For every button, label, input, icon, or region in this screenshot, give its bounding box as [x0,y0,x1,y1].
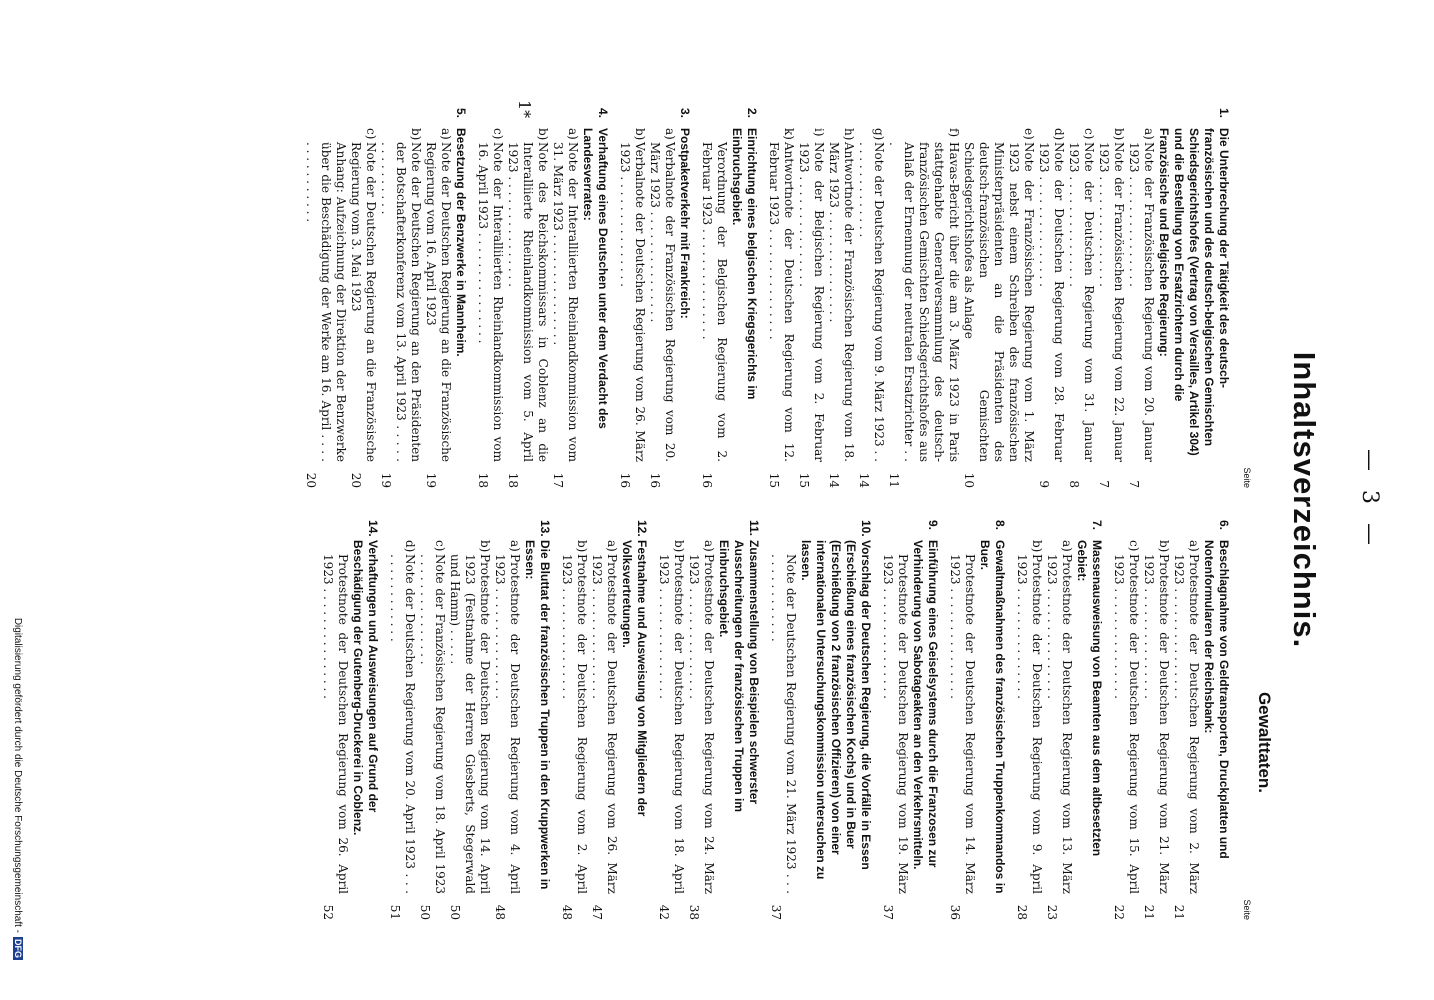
page-ref: 14 [857,472,871,488]
seite-label-right: Seite [1242,899,1252,920]
sub-entry-text: Note der Französischen Regierung vom 1. März 1923 nebst einem Schreiben des französischen Ministerpräsidenten an die Präsidenten des deutsch-französischen Gemischten Schiedsgerichtshofes als Anlage [962,142,1036,462]
entry-title: Zusammenstellung von Beispielen schwerster Ausschreitungen der französischen Truppen im Einbruchsgebiet. [717,540,761,813]
entry-number: 13. [538,520,552,537]
page-ref: 36 [948,904,962,920]
entry-note [947,540,977,920]
entry-number: 12. [635,520,649,537]
sub-entry-letter: b) [536,128,550,141]
page-ref: 7 [1097,480,1111,488]
sub-entry [387,540,417,920]
sub-entry [1126,128,1156,488]
sub-entry-text: Protestnote der Deutschen Regierung vom 2. März 1923 . . . . . . . . . . . . . . . [1172,554,1201,894]
entry-note [880,540,910,920]
sub-entry-letter: a) [605,540,619,552]
sub-entry [447,540,492,920]
sub-entry [856,128,886,488]
sub-entry [1111,540,1141,920]
sub-entry-text: Protestnote der Deutschen Regierung vom 24. März 1923 . . . . . . . . . . . . . . . [687,554,716,894]
sub-entry [686,540,716,920]
sub-entry-text: Protestnote der Deutschen Regierung vom 4. April 1923 . . . . . . . . . . . . . . . [493,554,522,894]
toc-entry [1111,520,1231,920]
sub-entry-text: Note der Französischen Regierung vom 22. Januar 1923 . . . . . . . . . . . . . . . [1097,142,1126,462]
entry-title: Einrichtung eines belgischen Kriegsgerichts im Einbruchsgebiet. [730,128,759,400]
sub-entry [589,540,619,920]
sub-entry [656,540,686,920]
toc-entry [656,520,761,920]
sub-entry-letter: f) [947,128,961,138]
sub-entry-text: Note der Französischen Regierung vom 20. Januar 1923 . . . . . . . . . . . . . . . [1127,142,1156,462]
entry-number: 2. [745,108,759,119]
sub-entry [378,128,423,488]
entry-note-text: Verordnung der Belgischen Regierung vom 2. Februar 1923 . . . . . . . . . . . . . . . [700,142,729,462]
digitization-credit [12,618,23,960]
toc-entry [387,520,552,920]
entry-number: 1. [1217,108,1231,119]
page-ref: 16 [618,472,632,488]
page-title: Inhaltsverzeichnis. [1287,351,1322,649]
sub-entry-text: Protestnote der Deutschen Regierung vom 21. März 1923 . . . . . . . . . . . . . . . [1142,554,1171,894]
sub-entry [550,128,580,488]
sub-entry [348,128,378,488]
entry-title: Verhaftung eines Deutschen unter dem Verdacht des Landesverrates: [581,128,610,429]
page-ref: 37 [881,904,895,920]
sub-entry-text: Protestnote der Deutschen Regierung vom 9. April 1923 . . . . . . . . . . . . . . . [1015,554,1044,894]
sub-entry [1096,128,1126,488]
sub-entry-letter: e) [1022,128,1036,140]
entry-number: 10. [859,520,873,537]
page-ref: 47 [590,904,604,920]
page-ref: 10 [962,472,976,488]
page-ref: 51 [388,904,402,920]
credit-text: Digitalisierung gefördert durch die Deutsche Forschungsgemeinschaft - [12,617,23,933]
sub-entry-text: Verbalnote der Französischen Regierung vom 20. März 1923 . . . . . . . . . . . . . . . [648,142,677,462]
sub-entry-letter: a) [702,540,716,552]
sub-entry-letter: a) [1142,128,1156,140]
sub-entry-text: Note der Interalliierten Rheinlandkommission vom 31. März 1923 . . . . . . . . . . . . . . . [551,142,580,462]
page-ref: 9 [1037,480,1051,488]
sub-entry-letter: b) [1157,540,1171,553]
sub-entry-letter: a) [566,128,580,140]
sub-entry [1036,128,1066,488]
sub-entry-letter: a) [1187,540,1201,552]
toc-entry [320,520,380,920]
entry-title: Festnahme und Ausweisung von Mitgliedern der Volksvertretungen. [620,540,649,817]
sub-entry [1171,540,1201,920]
page-ref: 16 [700,472,714,488]
page-ref: 38 [687,904,701,920]
sub-entry [961,128,1036,488]
page-number: — 3 — [1357,449,1382,551]
sub-entry [766,128,796,488]
section-subtitle: Gewalttaten. [1255,691,1274,794]
page-ref: 21 [1172,904,1186,920]
sub-entry-text: Note der Deutschen Regierung an den Präsidenten der Botschafterkonferenz vom 13. April 1923 . . . . . . . . . . . . . . . [379,142,423,462]
entry-title: Verhaftungen und Ausweisungen auf Grund der Beschädigung der Gutenberg-Druckerei in Coblenz. [351,540,380,836]
entry-number: 4. [596,108,610,119]
sub-entry-text: Antwortnote der Französischen Regierung vom 18. März 1923 . . . . . . . . . . . . . . . [827,142,856,462]
page-ref: 37 [769,904,783,920]
sub-entry-letter: a) [1060,540,1074,552]
entry-note [320,540,350,920]
toc-entry [766,108,1231,488]
sub-entry-letter: b) [1112,128,1126,141]
page-ref: 18 [506,472,520,488]
entry-number: 7. [1090,520,1104,531]
toc-entry [947,520,1007,920]
entry-number: 8. [993,520,1007,531]
entry-title: Die Unterbrechung der Tätigkeit des deutsch-französischen und des deutsch-belgischen Gemischten Schiedsgerichtshofes (Vertrag von Versailles, Artikel 304) und die Bestellung von Ersatzrichtern durch die Französische und Belgische Regierung: [1157,128,1231,456]
sub-entry-letter: b) [409,128,423,141]
entry-note-text: Protestnote der Deutschen Regierung vom 19. März 1923 . . . . . . . . . . . . . . . [881,554,910,894]
page-ref: 28 [1015,904,1029,920]
sub-entry-text: Note der Interalliierten Rheinlandkommission vom 16. April 1923 . . . . . . . . . . . . . . . [476,142,505,462]
page-ref: 21 [1142,904,1156,920]
sub-entry-letter: c) [433,540,447,552]
toc-entry [880,520,940,920]
sub-entry-text: Note der Belgischen Regierung vom 2. Februar 1923 . . . . . . . . . . . . . . . [797,142,826,462]
sub-entry [647,128,677,488]
entry-title: Die Bluttat der französischen Truppen in den Kruppwerken in Essen: [523,540,552,890]
sub-entry-letter: k) [782,128,796,140]
sub-entry [796,128,826,488]
sub-entry-letter: b) [672,540,686,553]
entry-title: Postpaketverkehr mit Frankreich: [678,128,692,319]
sub-entry [492,540,522,920]
entry-title: Gewaltmaßnahmen des französischen Truppenkommandos in Buer. [978,540,1007,894]
entry-note [768,540,798,920]
entry-title: Massenausweisung von Beamten aus dem altbesetzten Gebiet: [1075,540,1104,857]
page-ref: 48 [560,904,574,920]
toc-entry [1014,520,1104,920]
sub-entry [417,540,447,920]
page-ref: 11 [887,472,901,488]
page-ref: 20 [304,472,318,488]
seite-label-left: Seite [1242,467,1252,488]
sub-entry [1141,540,1171,920]
sub-entry-letter: i) [812,128,826,137]
sub-entry [559,540,589,920]
sub-entry-text: Protestnote der Deutschen Regierung vom 18. April 1923 . . . . . . . . . . . . . . . [657,554,686,894]
toc-entry [303,108,468,488]
toc-column-right [320,520,1252,920]
signature-mark: 1* [515,100,534,119]
page-ref: 52 [321,904,335,920]
page-ref: 23 [1045,904,1059,920]
sub-entry-letter: b) [478,540,492,553]
toc-entry [475,108,610,488]
sub-entry-text: Protestnote der Deutschen Regierung vom 15. April 1923 . . . . . . . . . . . . . . . [1112,554,1141,894]
sub-entry-letter: a) [508,540,522,552]
page-ref: 42 [657,904,671,920]
entry-title: Besetzung der Benzwerke in Mannheim. [454,128,468,357]
page-ref: 50 [448,904,462,920]
page-ref: 7 [1127,480,1141,488]
sub-entry-text: Note der Deutschen Regierung vom 31. Januar 1923 . . . . . . . . . . . . . . . [1067,142,1096,462]
page-ref: 20 [349,472,363,488]
page-ref: 8 [1067,480,1081,488]
sub-entry-text: Protestnote der Deutschen Regierung vom 26. März 1923 . . . . . . . . . . . . . . . [590,554,619,894]
entry-note-text: Note der Deutschen Regierung vom 21. März 1923 . . . . . . . . . . . . . . . [769,554,798,894]
sub-entry-text: Note der Deutschen Regierung vom 20. April 1923 . . . . . . . . . . . . . . . [388,554,417,894]
sub-entry-text: Note der Deutschen Regierung an die Französische Regierung vom 3. Mai 1923 [349,142,378,462]
entry-number: 5. [454,108,468,119]
sub-entry-text: Note der Deutschen Regierung vom 9. März 1923 . . . . . . . . . . . . . . . [857,142,886,462]
toc-entry [617,108,692,488]
entry-number: 14. [366,520,380,537]
sub-entry-text: Protestnote der Deutschen Regierung vom 2. April 1923 . . . . . . . . . . . . . . . [560,554,589,894]
sub-entry-text: Note der Deutschen Regierung an die Französische Regierung vom 16. April 1923 [424,142,453,462]
entry-note-text: Anhang: Aufzeichnung der Direktion der Benzwerke über die Beschädigung der Werke am 16. April . . . . . . . . . . . . . . . [304,142,348,462]
sub-entry-letter: d) [1052,128,1066,141]
page-ref: 48 [493,904,507,920]
toc-entry [768,520,873,920]
sub-entry-letter: g) [872,128,886,141]
sub-entry-text: Note des Reichskommissars in Coblenz an die Interalliierte Rheinlandkommission vom 5. April 1923 . . . . . . . . . . . . . . . [506,142,550,462]
page-ref: 17 [551,472,565,488]
sub-entry-letter: h) [842,128,856,141]
toc-column-left [303,108,1252,488]
sub-entry [423,128,453,488]
sub-entry-text: Note der Deutschen Regierung vom 28. Februar 1923 . . . . . . . . . . . . . . . [1037,142,1066,462]
toc-entry [559,520,649,920]
page-ref: 19 [379,472,393,488]
sub-entry [826,128,856,488]
dfg-logo: DFG [13,939,23,958]
entry-title: Vorschlag der Deutschen Regierung, die Vorfälle in Essen (Erschießung eines französischen Kochs) und in Buer (Erschießung von 2 französischen Offizieren) von einer internationalen Untersuchungskommission untersuchen zu lassen. [799,540,873,880]
page-ref: 16 [648,472,662,488]
sub-entry-letter: a) [663,128,677,140]
entry-title: Einführung eines Geiselsystems durch die Franzosen zur Verhinderung von Sabotageakten an den Verkehrsmitteln. [911,540,940,870]
sub-entry [1044,540,1074,920]
sub-entry-letter: a) [439,128,453,140]
entry-number: 9. [926,520,940,531]
page-ref: 50 [418,904,432,920]
sub-entry-letter: d) [403,540,417,553]
page-ref: 15 [797,472,811,488]
page-ref: 19 [424,472,438,488]
sub-entry-letter: c) [364,128,378,140]
sub-entry-letter: c) [491,128,505,140]
sub-entry [505,128,550,488]
entry-number: 11. [747,520,761,537]
sub-entry-letter: b) [633,128,647,141]
page-ref: 22 [1112,904,1126,920]
sub-entry-letter: b) [1030,540,1044,553]
sub-entry [1066,128,1096,488]
sub-entry-text: Note der Französischen Regierung vom 18. April 1923 . . . . . . . . . . . . . . . [418,554,447,894]
entry-note-text: Protestnote der Deutschen Regierung vom 26. April 1923 . . . . . . . . . . . . . . . [321,554,350,894]
page-ref: 18 [476,472,490,488]
entry-number: 6. [1217,520,1231,531]
sub-entry-text: Protestnote der Deutschen Regierung vom 13. März 1923 . . . . . . . . . . . . . . . [1045,554,1074,894]
toc-entry [699,108,759,488]
sub-entry [886,128,961,488]
sub-entry-letter: c) [1127,540,1141,552]
entry-note [699,128,729,488]
sub-entry-letter: b) [575,540,589,553]
page-ref: 15 [767,472,781,488]
sub-entry-text: Antwortnote der Deutschen Regierung vom 12. Februar 1923 . . . . . . . . . . . . . . . [767,142,796,462]
entry-note-text: Protestnote der Deutschen Regierung vom 14. März 1923 . . . . . . . . . . . . . . . [948,554,977,894]
entry-title: Beschlagnahme von Geldtransporten, Druckplatten und Notenformularen der Reichsbank: [1202,540,1231,859]
page-ref: 14 [827,472,841,488]
entry-note [303,128,348,488]
sub-entry-text: Havas-Bericht über die am 3. März 1923 in Paris stattgehabte Generalversammlung des deutsch-französischen Gemischten Schiedsgerichtshofes aus Anlaß der Ernennung der neutralen Ersatzrichter . . . [887,142,961,462]
entry-number: 3. [678,108,692,119]
sub-entry-text: Verbalnote der Deutschen Regierung vom 26. März 1923 . . . . . . . . . . . . . . . [618,142,647,462]
sub-entry [617,128,647,488]
sub-entry-letter: c) [1082,128,1096,140]
sub-entry [1014,540,1044,920]
sub-entry [475,128,505,488]
sub-entry-text: Protestnote der Deutschen Regierung vom 14. April 1923 (Festnahme der Herren Giesberts, Stegerwald und Hamm) . . . . . [448,554,492,894]
